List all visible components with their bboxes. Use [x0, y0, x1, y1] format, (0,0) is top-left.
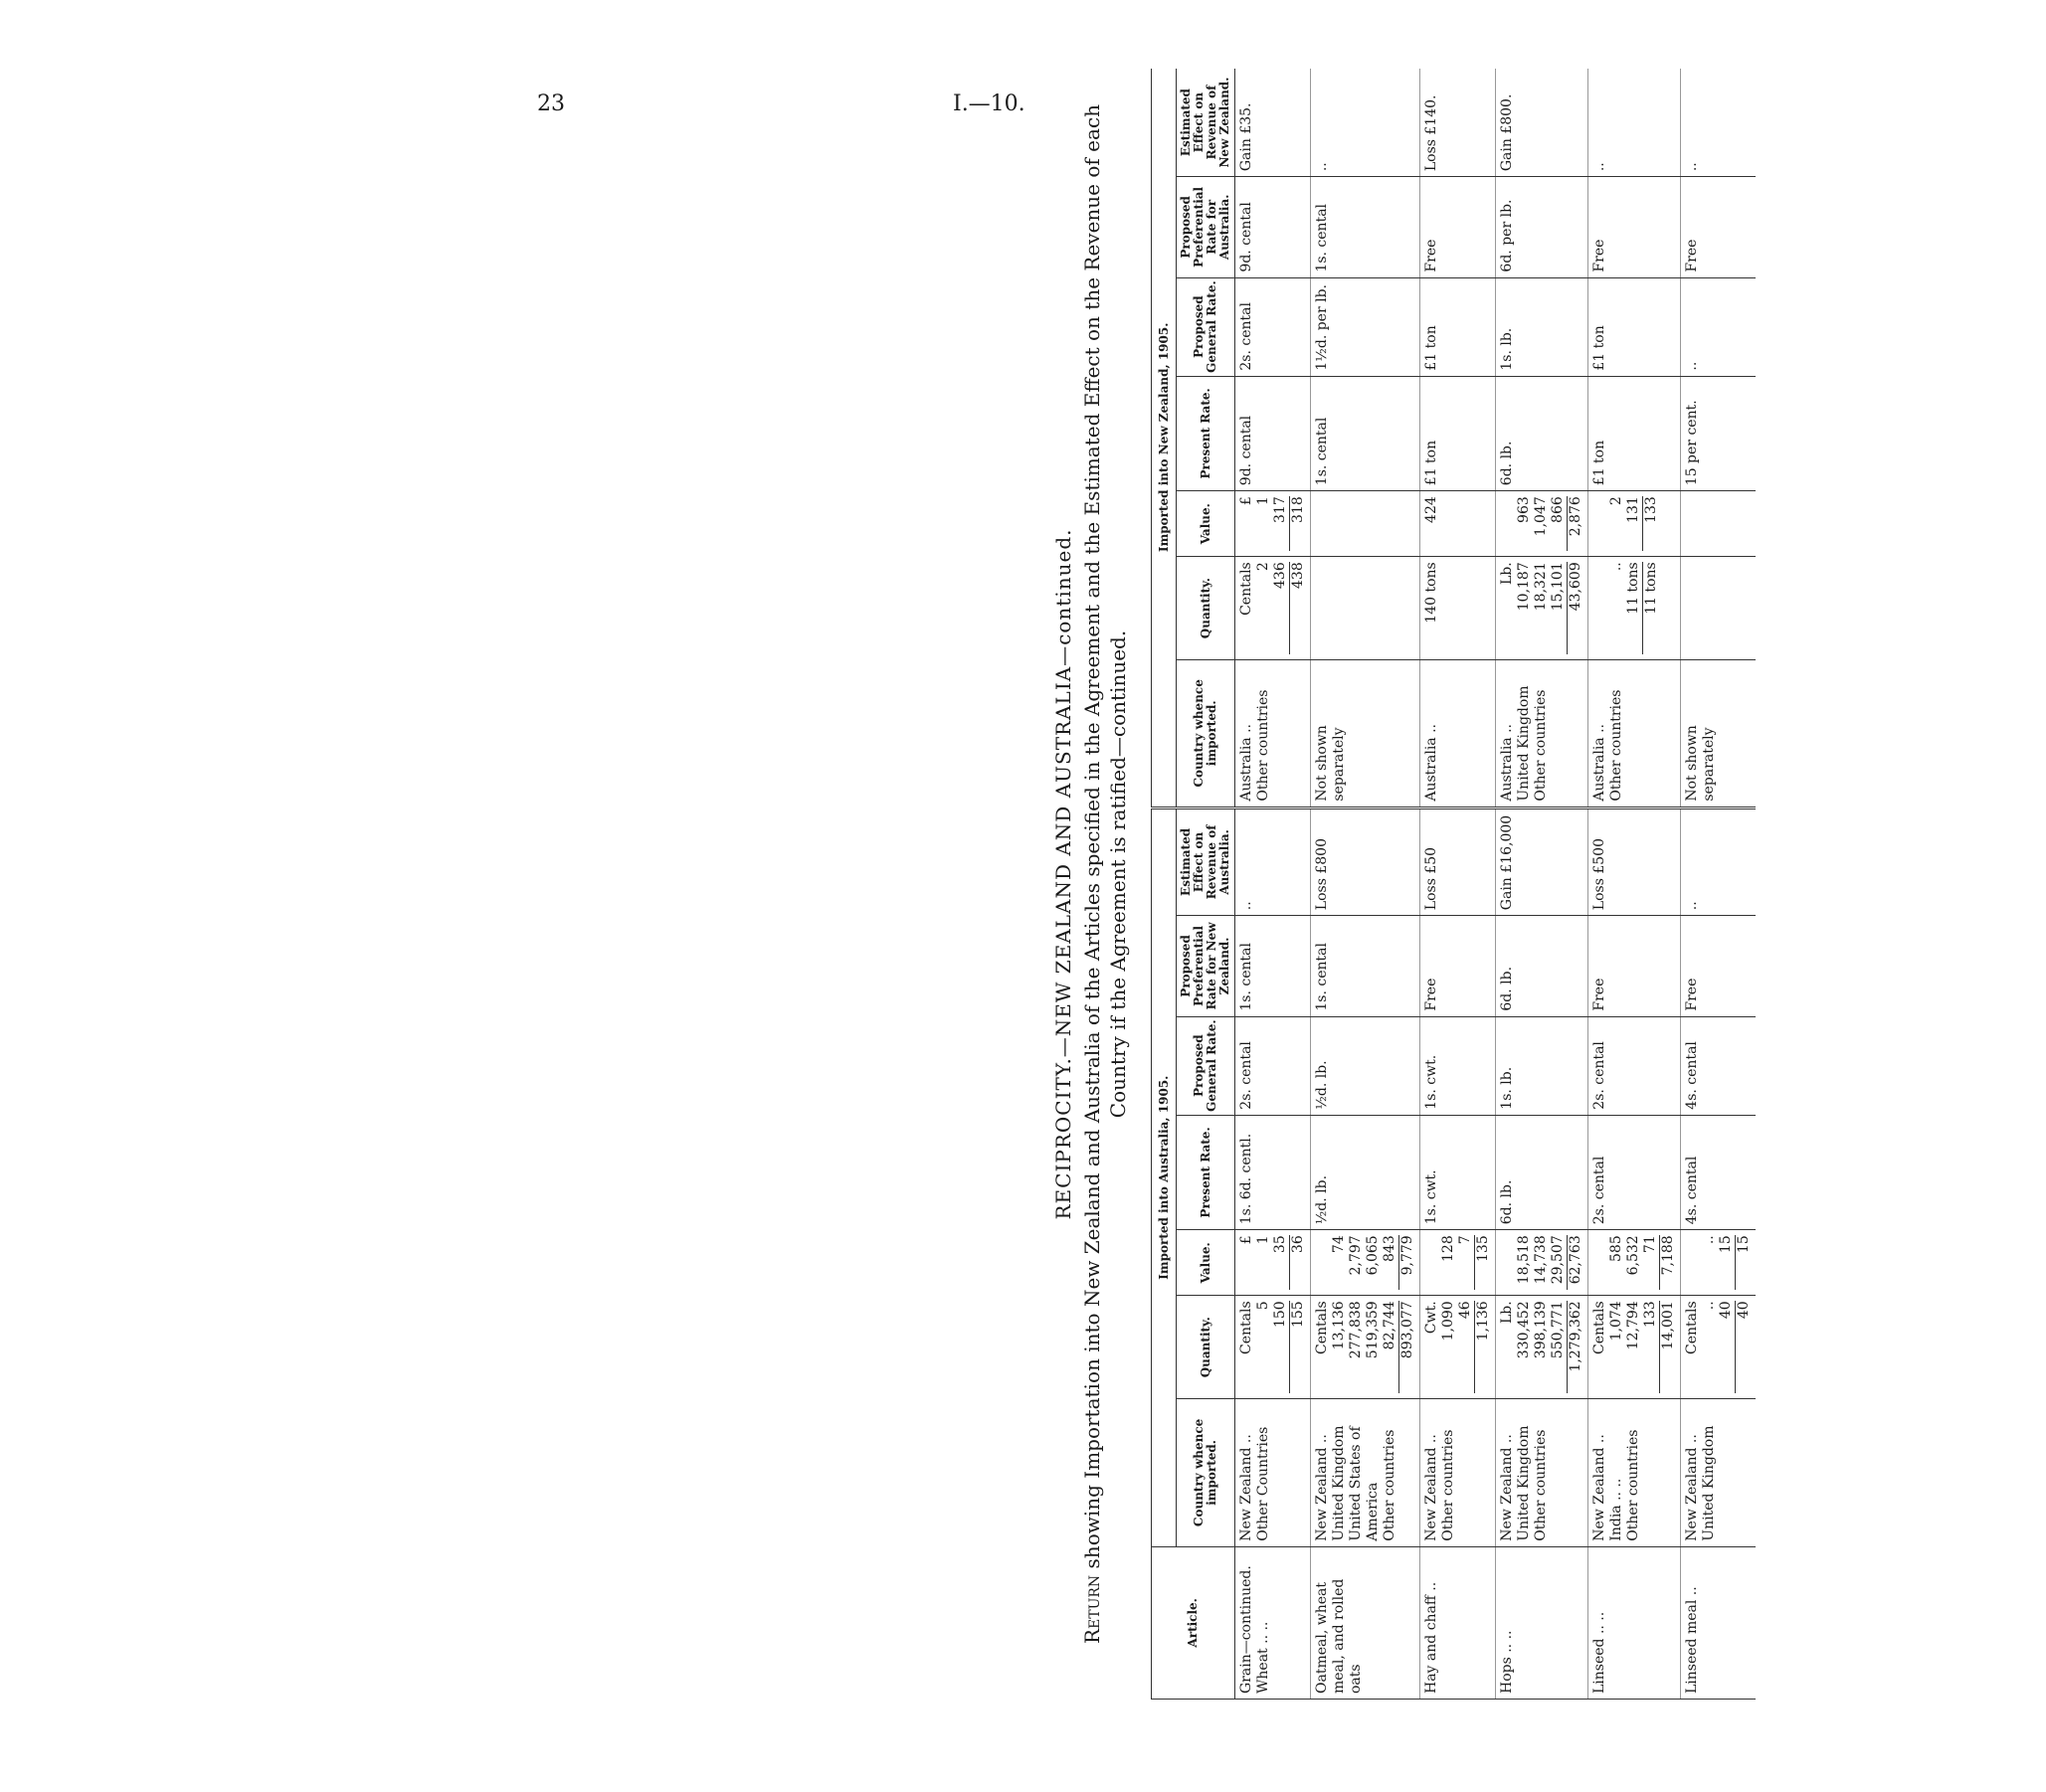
au-effect-cell-text: ..: [1684, 901, 1700, 911]
au-quantity-cell-text: Lb. 330,452 398,139 550,771: [1499, 1301, 1566, 1359]
header-au-preferential-rate: Proposed Preferential Rate for New Zealand.: [1177, 916, 1235, 1016]
nz-effect-cell-text: ..: [1314, 162, 1330, 172]
au-preferential-rate-cell-text: Free: [1423, 978, 1439, 1011]
nz-quantity-cell-total: 438: [1289, 562, 1307, 654]
nz-quantity-cell: [1235, 557, 1311, 660]
au-preferential-rate-cell: [1235, 916, 1311, 1016]
au-preferential-rate-cell: [1496, 916, 1588, 1016]
au-effect-cell-text: Loss £800: [1314, 838, 1330, 911]
au-present-rate-cell: [1681, 1115, 1757, 1230]
nz-quantity-cell: [1681, 557, 1757, 660]
nz-effect-cell: [1681, 69, 1757, 177]
au-value-cell-total: 36: [1289, 1235, 1307, 1290]
nz-effect-cell-text: Gain £800.: [1499, 93, 1515, 172]
au-quantity-cell: [1681, 1296, 1757, 1399]
au-value-cell-text: 585 6,532 71: [1608, 1235, 1658, 1276]
nz-preferential-rate-cell-text: 1s. cental: [1314, 203, 1330, 272]
nz-preferential-rate-cell-text: 9d. cental: [1238, 202, 1254, 272]
nz-effect-cell: [1235, 69, 1311, 177]
au-country-cell: [1311, 1399, 1420, 1547]
nz-preferential-rate-cell: [1311, 177, 1420, 277]
au-value-cell-total: 62,763: [1567, 1235, 1584, 1290]
article-cell: [1588, 1546, 1681, 1699]
au-country-cell: [1588, 1399, 1681, 1547]
nz-value-cell-text: 963 1,047 866: [1516, 496, 1566, 537]
header-article: Article.: [1152, 1546, 1235, 1699]
au-quantity-cell: [1588, 1296, 1681, 1399]
nz-present-rate-cell: [1235, 376, 1311, 491]
au-quantity-cell: [1311, 1296, 1420, 1399]
nz-effect-cell: [1311, 69, 1420, 177]
au-preferential-rate-cell: [1420, 916, 1496, 1016]
article-cell-text: Hops .. ..: [1499, 1630, 1515, 1694]
au-preferential-rate-cell: [1311, 916, 1420, 1016]
nz-quantity-cell: [1496, 557, 1588, 660]
nz-value-cell: [1681, 491, 1757, 557]
nz-country-cell: [1588, 660, 1681, 808]
au-preferential-rate-cell-text: 1s. cental: [1238, 943, 1254, 1011]
au-quantity-cell-text: Cwt. 1,090 46: [1423, 1301, 1473, 1342]
au-effect-cell: [1420, 807, 1496, 916]
au-present-rate-cell-text: 1s. 6d. centl.: [1238, 1133, 1254, 1225]
au-value-cell-total: 15: [1735, 1235, 1753, 1290]
article-cell: [1420, 1546, 1496, 1699]
nz-country-cell-text: Australia .. Other countries: [1238, 689, 1271, 802]
nz-country-cell: [1681, 660, 1757, 808]
rotated-table-page: [1051, 29, 2046, 1719]
au-effect-cell-text: ..: [1238, 901, 1254, 911]
nz-effect-cell-text: ..: [1684, 162, 1700, 172]
nz-present-rate-cell-text: 6d. lb.: [1499, 441, 1515, 486]
table-row: [1311, 69, 1420, 1700]
au-country-cell-text: New Zealand .. United Kingdom Other countries: [1499, 1425, 1549, 1541]
nz-preferential-rate-cell-text: Free: [1684, 239, 1700, 272]
au-country-cell: [1420, 1399, 1496, 1547]
au-value-cell: [1588, 1230, 1681, 1296]
nz-general-rate-cell-text: 1s. lb.: [1499, 327, 1515, 371]
au-general-rate-cell: [1681, 1016, 1757, 1115]
au-present-rate-cell: [1311, 1115, 1420, 1230]
nz-present-rate-cell-text: 1s. cental: [1314, 417, 1330, 486]
reciprocity-table: [1151, 69, 1756, 1700]
au-quantity-cell: [1496, 1296, 1588, 1399]
au-country-cell-text: New Zealand .. United Kingdom: [1684, 1425, 1717, 1541]
au-general-rate-cell-text: 1s. lb.: [1499, 1066, 1515, 1110]
au-effect-cell-text: Loss £500: [1591, 838, 1607, 911]
au-quantity-cell-total: 1,279,362: [1567, 1301, 1584, 1393]
au-preferential-rate-cell: [1588, 916, 1681, 1016]
au-present-rate-cell: [1420, 1115, 1496, 1230]
return-subtitle: [1079, 69, 1131, 1680]
au-general-rate-cell: [1588, 1016, 1681, 1115]
au-value-cell: [1420, 1230, 1496, 1296]
au-value-cell: [1235, 1230, 1311, 1296]
nz-quantity-cell-text: 140 tons: [1423, 562, 1439, 624]
table-row: [1420, 69, 1496, 1700]
nz-present-rate-cell: [1588, 376, 1681, 491]
au-present-rate-cell-text: 6d. lb.: [1499, 1179, 1515, 1225]
nz-present-rate-cell-text: £1 ton: [1423, 440, 1439, 486]
nz-value-cell: [1311, 491, 1420, 557]
header-au-country: Country whence imported.: [1177, 1399, 1235, 1547]
nz-country-cell: [1311, 660, 1420, 808]
article-cell: [1235, 1546, 1311, 1699]
nz-general-rate-cell: [1588, 277, 1681, 376]
nz-country-cell-text: Not shown separately: [1684, 725, 1717, 802]
au-general-rate-cell: [1496, 1016, 1588, 1115]
nz-present-rate-cell: [1420, 376, 1496, 491]
header-au-effect: Estimated Effect on Revenue of Australia.: [1177, 807, 1235, 916]
header-nz-quantity: Quantity.: [1177, 557, 1235, 660]
nz-value-cell: [1588, 491, 1681, 557]
nz-effect-cell-text: ..: [1591, 162, 1607, 172]
au-present-rate-cell: [1496, 1115, 1588, 1230]
au-quantity-cell-text: Centals .. 40: [1684, 1301, 1734, 1354]
au-effect-cell: [1681, 807, 1757, 916]
au-general-rate-cell-text: ½d. lb.: [1314, 1060, 1330, 1110]
au-country-cell-text: New Zealand .. Other countries: [1423, 1429, 1456, 1541]
nz-effect-cell: [1496, 69, 1588, 177]
nz-preferential-rate-cell-text: Free: [1423, 239, 1439, 272]
nz-country-cell: [1235, 660, 1311, 808]
au-effect-cell-text: Loss £50: [1423, 846, 1439, 911]
subtitle-lead: Return: [1080, 1574, 1104, 1645]
au-value-cell: [1681, 1230, 1757, 1296]
nz-value-cell-total: 2,876: [1567, 496, 1584, 551]
au-quantity-cell-total: 893,077: [1398, 1301, 1416, 1393]
nz-general-rate-cell: [1235, 277, 1311, 376]
au-general-rate-cell-text: 1s. cwt.: [1423, 1054, 1439, 1110]
au-country-cell-text: New Zealand .. Other Countries: [1238, 1426, 1271, 1541]
subtitle-text: showing Importation into New Zealand and Australia of the Articles specified in the Agreement and the Estimated Effect on the Revenue of each Country if the Agreement is ratified—continued.: [1080, 103, 1130, 1569]
header-au-quantity: Quantity.: [1177, 1296, 1235, 1399]
nz-quantity-cell-text: .. 11 tons: [1608, 562, 1641, 615]
header-group-new-zealand: Imported into New Zealand, 1905.: [1152, 69, 1177, 807]
nz-general-rate-cell-text: 2s. cental: [1238, 302, 1254, 371]
nz-present-rate-cell-text: £1 ton: [1591, 440, 1607, 486]
au-general-rate-cell: [1420, 1016, 1496, 1115]
nz-value-cell-total: 318: [1289, 496, 1307, 551]
nz-preferential-rate-cell: [1588, 177, 1681, 277]
nz-present-rate-cell: [1681, 376, 1757, 491]
header-nz-preferential-rate: Proposed Preferential Rate for Australia.: [1177, 177, 1235, 277]
au-value-cell: [1496, 1230, 1588, 1296]
nz-value-cell-text: 2 131: [1608, 496, 1641, 523]
nz-preferential-rate-cell: [1235, 177, 1311, 277]
nz-quantity-cell-total: 43,609: [1567, 562, 1584, 654]
article-cell-text: Hay and chaff ..: [1423, 1581, 1439, 1694]
header-au-general-rate: Proposed General Rate.: [1177, 1016, 1235, 1115]
nz-general-rate-cell: [1496, 277, 1588, 376]
article-cell-text: Grain—continued. Wheat .. ..: [1238, 1565, 1271, 1694]
au-general-rate-cell: [1311, 1016, 1420, 1115]
au-quantity-cell-total: 155: [1289, 1301, 1307, 1393]
nz-value-cell: [1235, 491, 1311, 557]
nz-general-rate-cell-text: £1 ton: [1423, 325, 1439, 371]
nz-preferential-rate-cell: [1681, 177, 1757, 277]
au-value-cell-text: 128 7: [1440, 1235, 1473, 1262]
au-effect-cell: [1588, 807, 1681, 916]
au-preferential-rate-cell: [1681, 916, 1757, 1016]
header-au-value: Value.: [1177, 1230, 1235, 1296]
au-country-cell: [1235, 1399, 1311, 1547]
au-value-cell: [1311, 1230, 1420, 1296]
au-present-rate-cell-text: ½d. lb.: [1314, 1174, 1330, 1225]
header-group-australia: Imported into Australia, 1905.: [1152, 807, 1177, 1546]
nz-general-rate-cell: [1311, 277, 1420, 376]
au-quantity-cell: [1235, 1296, 1311, 1399]
nz-preferential-rate-cell-text: 6d. per lb.: [1499, 199, 1515, 272]
au-present-rate-cell-text: 1s. cwt.: [1423, 1169, 1439, 1225]
nz-effect-cell: [1588, 69, 1681, 177]
au-quantity-cell: [1420, 1296, 1496, 1399]
nz-present-rate-cell-text: 15 per cent.: [1684, 400, 1700, 486]
nz-effect-cell-text: Loss £140.: [1423, 94, 1439, 172]
au-effect-cell: [1235, 807, 1311, 916]
article-cell-text: Linseed meal ..: [1684, 1586, 1700, 1694]
article-cell: [1311, 1546, 1420, 1699]
nz-country-cell: [1496, 660, 1588, 808]
nz-quantity-cell: [1588, 557, 1681, 660]
table-row: [1681, 69, 1757, 1700]
nz-country-cell-text: Australia .. Other countries: [1591, 689, 1624, 802]
nz-quantity-cell: [1420, 557, 1496, 660]
au-quantity-cell-text: Centals 13,136 277,838 519,359 82,744: [1314, 1301, 1397, 1359]
table-row: [1235, 69, 1311, 1700]
nz-quantity-cell: [1311, 557, 1420, 660]
nz-quantity-cell-total: 11 tons: [1642, 562, 1660, 654]
article-cell: [1496, 1546, 1588, 1699]
table-row: [1496, 69, 1588, 1700]
au-country-cell: [1496, 1399, 1588, 1547]
nz-general-rate-cell-text: ..: [1684, 361, 1700, 371]
au-quantity-cell-text: Centals 5 150: [1238, 1301, 1288, 1354]
nz-effect-cell-text: Gain £35.: [1238, 102, 1254, 172]
page-title: RECIPROCITY.—NEW ZEALAND AND AUSTRALIA—continued.: [1051, 528, 1075, 1220]
nz-value-cell: [1496, 491, 1588, 557]
au-present-rate-cell: [1588, 1115, 1681, 1230]
au-preferential-rate-cell-text: 6d. lb.: [1499, 966, 1515, 1011]
nz-preferential-rate-cell: [1496, 177, 1588, 277]
au-present-rate-cell-text: 4s. cental: [1684, 1156, 1700, 1225]
nz-present-rate-cell-text: 9d. cental: [1238, 415, 1254, 486]
au-present-rate-cell-text: 2s. cental: [1591, 1156, 1607, 1225]
au-general-rate-cell-text: 4s. cental: [1684, 1041, 1700, 1110]
au-quantity-cell-total: 14,001: [1659, 1301, 1677, 1393]
nz-value-cell-text: 424: [1423, 496, 1439, 523]
nz-quantity-cell-text: Lb. 10,187 18,321 15,101: [1499, 562, 1566, 612]
nz-preferential-rate-cell-text: Free: [1591, 239, 1607, 272]
au-country-cell-text: New Zealand .. United Kingdom United States of America Other countries: [1314, 1425, 1397, 1541]
au-effect-cell: [1496, 807, 1588, 916]
au-effect-cell: [1311, 807, 1420, 916]
au-value-cell-text: £ 1 35: [1238, 1235, 1288, 1254]
nz-general-rate-cell: [1420, 277, 1496, 376]
article-cell-text: Linseed .. ..: [1591, 1611, 1607, 1694]
nz-present-rate-cell: [1496, 376, 1588, 491]
nz-general-rate-cell-text: 1½d. per lb.: [1314, 284, 1330, 371]
nz-country-cell: [1420, 660, 1496, 808]
page-number: 23: [537, 91, 565, 116]
header-nz-country: Country whence imported.: [1177, 660, 1235, 808]
au-general-rate-cell-text: 2s. cental: [1591, 1041, 1607, 1110]
nz-general-rate-cell-text: £1 ton: [1591, 325, 1607, 371]
au-preferential-rate-cell-text: 1s. cental: [1314, 943, 1330, 1011]
nz-value-cell: [1420, 491, 1496, 557]
au-general-rate-cell-text: 2s. cental: [1238, 1041, 1254, 1110]
au-value-cell-text: 74 2,797 6,065 843: [1331, 1235, 1397, 1276]
au-quantity-cell-text: Centals 1,074 12,794 133: [1591, 1301, 1658, 1354]
au-preferential-rate-cell-text: Free: [1684, 978, 1700, 1011]
au-general-rate-cell: [1235, 1016, 1311, 1115]
article-cell: [1681, 1546, 1757, 1699]
au-preferential-rate-cell-text: Free: [1591, 978, 1607, 1011]
nz-present-rate-cell: [1311, 376, 1420, 491]
nz-effect-cell: [1420, 69, 1496, 177]
nz-country-cell-text: Australia .. United Kingdom Other countries: [1499, 685, 1549, 802]
header-nz-value: Value.: [1177, 491, 1235, 557]
nz-country-cell-text: Australia ..: [1423, 723, 1439, 802]
au-value-cell-total: 135: [1474, 1235, 1492, 1290]
au-country-cell: [1681, 1399, 1757, 1547]
nz-preferential-rate-cell: [1420, 177, 1496, 277]
au-quantity-cell-total: 40: [1735, 1301, 1753, 1393]
nz-value-cell-text: £ 1 317: [1238, 496, 1288, 523]
au-quantity-cell-total: 1,136: [1474, 1301, 1492, 1393]
nz-quantity-cell-text: Centals 2 436: [1238, 562, 1288, 616]
au-effect-cell-text: Gain £16,000: [1499, 814, 1515, 911]
au-value-cell-text: .. 15: [1701, 1235, 1734, 1254]
nz-value-cell-total: 133: [1642, 496, 1660, 551]
au-value-cell-text: 18,518 14,738 29,507: [1516, 1235, 1566, 1285]
nz-general-rate-cell: [1681, 277, 1757, 376]
au-value-cell-total: 9,779: [1398, 1235, 1416, 1290]
table-row: [1588, 69, 1681, 1700]
au-present-rate-cell: [1235, 1115, 1311, 1230]
article-cell-text: Oatmeal, wheat meal, and rolled oats: [1314, 1578, 1364, 1694]
header-nz-general-rate: Proposed General Rate.: [1177, 277, 1235, 376]
document-reference: I.—10.: [953, 91, 1025, 116]
header-nz-present-rate: Present Rate.: [1177, 376, 1235, 491]
header-au-present-rate: Present Rate.: [1177, 1115, 1235, 1230]
nz-country-cell-text: Not shown separately: [1314, 725, 1347, 802]
header-nz-effect: Estimated Effect on Revenue of New Zealand.: [1177, 69, 1235, 177]
au-value-cell-total: 7,188: [1659, 1235, 1677, 1290]
au-country-cell-text: New Zealand .. India .. .. Other countries: [1591, 1429, 1641, 1541]
